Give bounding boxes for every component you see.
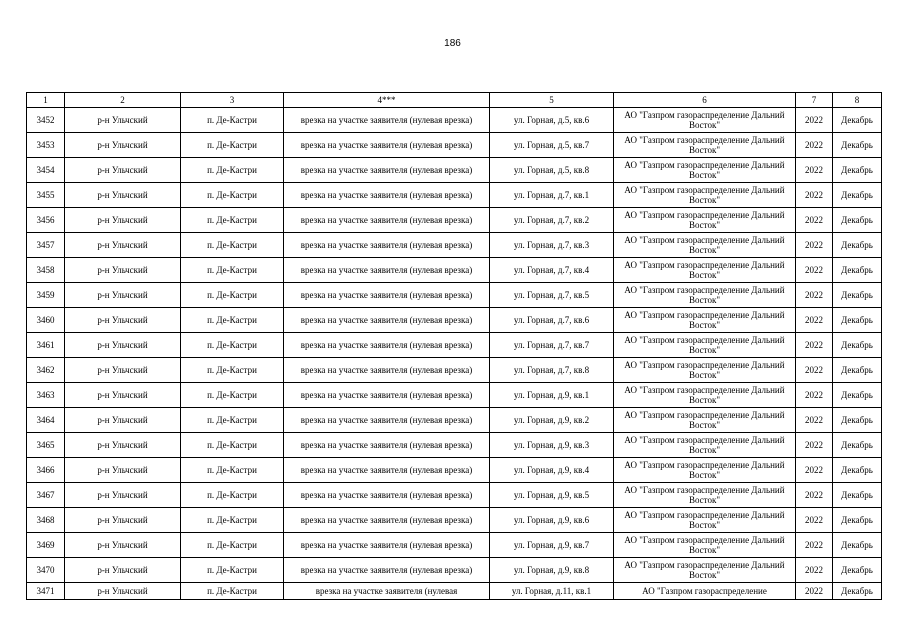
month-cell: Декабрь bbox=[833, 208, 882, 233]
month-cell: Декабрь bbox=[833, 408, 882, 433]
connection-type-cell: врезка на участке заявителя (нулевая врезка) bbox=[284, 508, 490, 533]
connection-type-cell: врезка на участке заявителя (нулевая врезка) bbox=[284, 308, 490, 333]
settlement-cell: п. Де-Кастри bbox=[181, 208, 284, 233]
organization-cell: АО "Газпром газораспределение Дальний Восток" bbox=[614, 283, 796, 308]
row-number-cell: 3459 bbox=[27, 283, 65, 308]
district-cell: р-н Ульчский bbox=[65, 433, 181, 458]
district-cell: р-н Ульчский bbox=[65, 383, 181, 408]
settlement-cell: п. Де-Кастри bbox=[181, 483, 284, 508]
district-cell: р-н Ульчский bbox=[65, 233, 181, 258]
settlement-cell: п. Де-Кастри bbox=[181, 508, 284, 533]
row-number-cell: 3465 bbox=[27, 433, 65, 458]
column-header: 8 bbox=[833, 93, 882, 108]
connection-type-cell: врезка на участке заявителя (нулевая врезка) bbox=[284, 108, 490, 133]
month-cell: Декабрь bbox=[833, 383, 882, 408]
month-cell: Декабрь bbox=[833, 533, 882, 558]
organization-cell: АО "Газпром газораспределение Дальний Восток" bbox=[614, 108, 796, 133]
settlement-cell: п. Де-Кастри bbox=[181, 308, 284, 333]
year-cell: 2022 bbox=[796, 333, 833, 358]
column-header: 4*** bbox=[284, 93, 490, 108]
address-cell: ул. Горная, д.7, кв.6 bbox=[490, 308, 614, 333]
table-row bbox=[27, 483, 882, 508]
district-cell: р-н Ульчский bbox=[65, 258, 181, 283]
organization-cell: АО "Газпром газораспределение Дальний Восток" bbox=[614, 233, 796, 258]
row-number-cell: 3461 bbox=[27, 333, 65, 358]
connection-type-cell: врезка на участке заявителя (нулевая врезка) bbox=[284, 208, 490, 233]
table-row bbox=[27, 183, 882, 208]
address-cell: ул. Горная, д.9, кв.3 bbox=[490, 433, 614, 458]
row-number-cell: 3457 bbox=[27, 233, 65, 258]
connection-type-cell: врезка на участке заявителя (нулевая врезка) bbox=[284, 333, 490, 358]
organization-cell: АО "Газпром газораспределение Дальний Восток" bbox=[614, 508, 796, 533]
year-cell: 2022 bbox=[796, 383, 833, 408]
table-row bbox=[27, 533, 882, 558]
month-cell: Декабрь bbox=[833, 283, 882, 308]
address-cell: ул. Горная, д.9, кв.4 bbox=[490, 458, 614, 483]
district-cell: р-н Ульчский bbox=[65, 333, 181, 358]
year-cell: 2022 bbox=[796, 408, 833, 433]
district-cell: р-н Ульчский bbox=[65, 158, 181, 183]
settlement-cell: п. Де-Кастри bbox=[181, 558, 284, 583]
connection-type-cell: врезка на участке заявителя (нулевая врезка) bbox=[284, 133, 490, 158]
connection-type-cell: врезка на участке заявителя (нулевая врезка) bbox=[284, 158, 490, 183]
organization-cell: АО "Газпром газораспределение Дальний Восток" bbox=[614, 158, 796, 183]
settlement-cell: п. Де-Кастри bbox=[181, 383, 284, 408]
organization-cell: АО "Газпром газораспределение Дальний Восток" bbox=[614, 533, 796, 558]
organization-cell: АО "Газпром газораспределение Дальний Восток" bbox=[614, 133, 796, 158]
settlement-cell: п. Де-Кастри bbox=[181, 408, 284, 433]
district-cell: р-н Ульчский bbox=[65, 408, 181, 433]
organization-cell: АО "Газпром газораспределение Дальний Восток" bbox=[614, 558, 796, 583]
address-cell: ул. Горная, д.5, кв.7 bbox=[490, 133, 614, 158]
address-cell: ул. Горная, д.7, кв.1 bbox=[490, 183, 614, 208]
column-header: 7 bbox=[796, 93, 833, 108]
column-header: 3 bbox=[181, 93, 284, 108]
district-cell: р-н Ульчский bbox=[65, 108, 181, 133]
year-cell: 2022 bbox=[796, 508, 833, 533]
row-number-cell: 3453 bbox=[27, 133, 65, 158]
table-row bbox=[27, 158, 882, 183]
gas-connection-table bbox=[26, 92, 882, 600]
connection-type-cell: врезка на участке заявителя (нулевая врезка) bbox=[284, 283, 490, 308]
address-cell: ул. Горная, д.7, кв.7 bbox=[490, 333, 614, 358]
district-cell: р-н Ульчский bbox=[65, 508, 181, 533]
connection-type-cell: врезка на участке заявителя (нулевая врезка) bbox=[284, 233, 490, 258]
column-header: 2 bbox=[65, 93, 181, 108]
settlement-cell: п. Де-Кастри bbox=[181, 583, 284, 600]
district-cell: р-н Ульчский bbox=[65, 208, 181, 233]
year-cell: 2022 bbox=[796, 233, 833, 258]
row-number-cell: 3469 bbox=[27, 533, 65, 558]
organization-cell: АО "Газпром газораспределение Дальний Восток" bbox=[614, 408, 796, 433]
month-cell: Декабрь bbox=[833, 483, 882, 508]
month-cell: Декабрь bbox=[833, 233, 882, 258]
settlement-cell: п. Де-Кастри bbox=[181, 283, 284, 308]
table-row bbox=[27, 258, 882, 283]
table-row bbox=[27, 558, 882, 583]
month-cell: Декабрь bbox=[833, 558, 882, 583]
district-cell: р-н Ульчский bbox=[65, 533, 181, 558]
district-cell: р-н Ульчский bbox=[65, 458, 181, 483]
year-cell: 2022 bbox=[796, 533, 833, 558]
row-number-cell: 3471 bbox=[27, 583, 65, 600]
table-row bbox=[27, 133, 882, 158]
connection-type-cell: врезка на участке заявителя (нулевая bbox=[284, 583, 490, 600]
table-row bbox=[27, 383, 882, 408]
row-number-cell: 3456 bbox=[27, 208, 65, 233]
district-cell: р-н Ульчский bbox=[65, 183, 181, 208]
connection-type-cell: врезка на участке заявителя (нулевая врезка) bbox=[284, 358, 490, 383]
connection-type-cell: врезка на участке заявителя (нулевая врезка) bbox=[284, 433, 490, 458]
year-cell: 2022 bbox=[796, 283, 833, 308]
month-cell: Декабрь bbox=[833, 508, 882, 533]
settlement-cell: п. Де-Кастри bbox=[181, 233, 284, 258]
row-number-cell: 3463 bbox=[27, 383, 65, 408]
row-number-cell: 3464 bbox=[27, 408, 65, 433]
month-cell: Декабрь bbox=[833, 358, 882, 383]
month-cell: Декабрь bbox=[833, 133, 882, 158]
organization-cell: АО "Газпром газораспределение Дальний Восток" bbox=[614, 308, 796, 333]
table-row bbox=[27, 408, 882, 433]
year-cell: 2022 bbox=[796, 558, 833, 583]
connection-type-cell: врезка на участке заявителя (нулевая врезка) bbox=[284, 408, 490, 433]
connection-type-cell: врезка на участке заявителя (нулевая врезка) bbox=[284, 383, 490, 408]
year-cell: 2022 bbox=[796, 108, 833, 133]
table-row bbox=[27, 583, 882, 600]
address-cell: ул. Горная, д.9, кв.2 bbox=[490, 408, 614, 433]
address-cell: ул. Горная, д.7, кв.5 bbox=[490, 283, 614, 308]
address-cell: ул. Горная, д.9, кв.1 bbox=[490, 383, 614, 408]
table-row bbox=[27, 333, 882, 358]
year-cell: 2022 bbox=[796, 358, 833, 383]
row-number-cell: 3458 bbox=[27, 258, 65, 283]
organization-cell: АО "Газпром газораспределение Дальний Восток" bbox=[614, 208, 796, 233]
settlement-cell: п. Де-Кастри bbox=[181, 433, 284, 458]
row-number-cell: 3452 bbox=[27, 108, 65, 133]
district-cell: р-н Ульчский bbox=[65, 358, 181, 383]
year-cell: 2022 bbox=[796, 258, 833, 283]
organization-cell: АО "Газпром газораспределение Дальний Восток" bbox=[614, 258, 796, 283]
row-number-cell: 3466 bbox=[27, 458, 65, 483]
settlement-cell: п. Де-Кастри bbox=[181, 458, 284, 483]
address-cell: ул. Горная, д.7, кв.2 bbox=[490, 208, 614, 233]
organization-cell: АО "Газпром газораспределение Дальний Восток" bbox=[614, 433, 796, 458]
table-row bbox=[27, 208, 882, 233]
address-cell: ул. Горная, д.9, кв.8 bbox=[490, 558, 614, 583]
month-cell: Декабрь bbox=[833, 108, 882, 133]
table-row bbox=[27, 433, 882, 458]
district-cell: р-н Ульчский bbox=[65, 308, 181, 333]
address-cell: ул. Горная, д.9, кв.5 bbox=[490, 483, 614, 508]
settlement-cell: п. Де-Кастри bbox=[181, 358, 284, 383]
year-cell: 2022 bbox=[796, 208, 833, 233]
settlement-cell: п. Де-Кастри bbox=[181, 158, 284, 183]
settlement-cell: п. Де-Кастри bbox=[181, 183, 284, 208]
table-body bbox=[27, 108, 882, 600]
row-number-cell: 3460 bbox=[27, 308, 65, 333]
table-row bbox=[27, 108, 882, 133]
connection-type-cell: врезка на участке заявителя (нулевая врезка) bbox=[284, 258, 490, 283]
organization-cell: АО "Газпром газораспределение Дальний Восток" bbox=[614, 483, 796, 508]
column-header: 6 bbox=[614, 93, 796, 108]
connection-type-cell: врезка на участке заявителя (нулевая врезка) bbox=[284, 483, 490, 508]
organization-cell: АО "Газпром газораспределение bbox=[614, 583, 796, 600]
settlement-cell: п. Де-Кастри bbox=[181, 133, 284, 158]
table-row bbox=[27, 233, 882, 258]
address-cell: ул. Горная, д.5, кв.6 bbox=[490, 108, 614, 133]
settlement-cell: п. Де-Кастри bbox=[181, 333, 284, 358]
row-number-cell: 3462 bbox=[27, 358, 65, 383]
district-cell: р-н Ульчский bbox=[65, 483, 181, 508]
organization-cell: АО "Газпром газораспределение Дальний Восток" bbox=[614, 333, 796, 358]
page-number: 186 bbox=[444, 38, 461, 49]
year-cell: 2022 bbox=[796, 183, 833, 208]
connection-type-cell: врезка на участке заявителя (нулевая врезка) bbox=[284, 558, 490, 583]
year-cell: 2022 bbox=[796, 308, 833, 333]
table-row bbox=[27, 283, 882, 308]
organization-cell: АО "Газпром газораспределение Дальний Восток" bbox=[614, 458, 796, 483]
year-cell: 2022 bbox=[796, 133, 833, 158]
address-cell: ул. Горная, д.7, кв.4 bbox=[490, 258, 614, 283]
connection-type-cell: врезка на участке заявителя (нулевая врезка) bbox=[284, 533, 490, 558]
organization-cell: АО "Газпром газораспределение Дальний Восток" bbox=[614, 183, 796, 208]
address-cell: ул. Горная, д.5, кв.8 bbox=[490, 158, 614, 183]
year-cell: 2022 bbox=[796, 483, 833, 508]
district-cell: р-н Ульчский bbox=[65, 133, 181, 158]
row-number-cell: 3470 bbox=[27, 558, 65, 583]
address-cell: ул. Горная, д.7, кв.3 bbox=[490, 233, 614, 258]
address-cell: ул. Горная, д.9, кв.6 bbox=[490, 508, 614, 533]
year-cell: 2022 bbox=[796, 158, 833, 183]
settlement-cell: п. Де-Кастри bbox=[181, 108, 284, 133]
table-row bbox=[27, 458, 882, 483]
column-header: 5 bbox=[490, 93, 614, 108]
row-number-cell: 3468 bbox=[27, 508, 65, 533]
row-number-cell: 3467 bbox=[27, 483, 65, 508]
connection-type-cell: врезка на участке заявителя (нулевая врезка) bbox=[284, 183, 490, 208]
month-cell: Декабрь bbox=[833, 258, 882, 283]
settlement-cell: п. Де-Кастри bbox=[181, 533, 284, 558]
district-cell: р-н Ульчский bbox=[65, 283, 181, 308]
month-cell: Декабрь bbox=[833, 458, 882, 483]
month-cell: Декабрь bbox=[833, 308, 882, 333]
month-cell: Декабрь bbox=[833, 433, 882, 458]
connection-type-cell: врезка на участке заявителя (нулевая врезка) bbox=[284, 458, 490, 483]
table-header-row bbox=[27, 93, 882, 108]
district-cell: р-н Ульчский bbox=[65, 583, 181, 600]
year-cell: 2022 bbox=[796, 583, 833, 600]
district-cell: р-н Ульчский bbox=[65, 558, 181, 583]
address-cell: ул. Горная, д.7, кв.8 bbox=[490, 358, 614, 383]
year-cell: 2022 bbox=[796, 433, 833, 458]
month-cell: Декабрь bbox=[833, 583, 882, 600]
year-cell: 2022 bbox=[796, 458, 833, 483]
settlement-cell: п. Де-Кастри bbox=[181, 258, 284, 283]
table-row bbox=[27, 308, 882, 333]
row-number-cell: 3454 bbox=[27, 158, 65, 183]
month-cell: Декабрь bbox=[833, 158, 882, 183]
table-row bbox=[27, 508, 882, 533]
month-cell: Декабрь bbox=[833, 183, 882, 208]
address-cell: ул. Горная, д.9, кв.7 bbox=[490, 533, 614, 558]
month-cell: Декабрь bbox=[833, 333, 882, 358]
address-cell: ул. Горная, д.11, кв.1 bbox=[490, 583, 614, 600]
table-row bbox=[27, 358, 882, 383]
row-number-cell: 3455 bbox=[27, 183, 65, 208]
column-header: 1 bbox=[27, 93, 65, 108]
organization-cell: АО "Газпром газораспределение Дальний Восток" bbox=[614, 358, 796, 383]
organization-cell: АО "Газпром газораспределение Дальний Восток" bbox=[614, 383, 796, 408]
